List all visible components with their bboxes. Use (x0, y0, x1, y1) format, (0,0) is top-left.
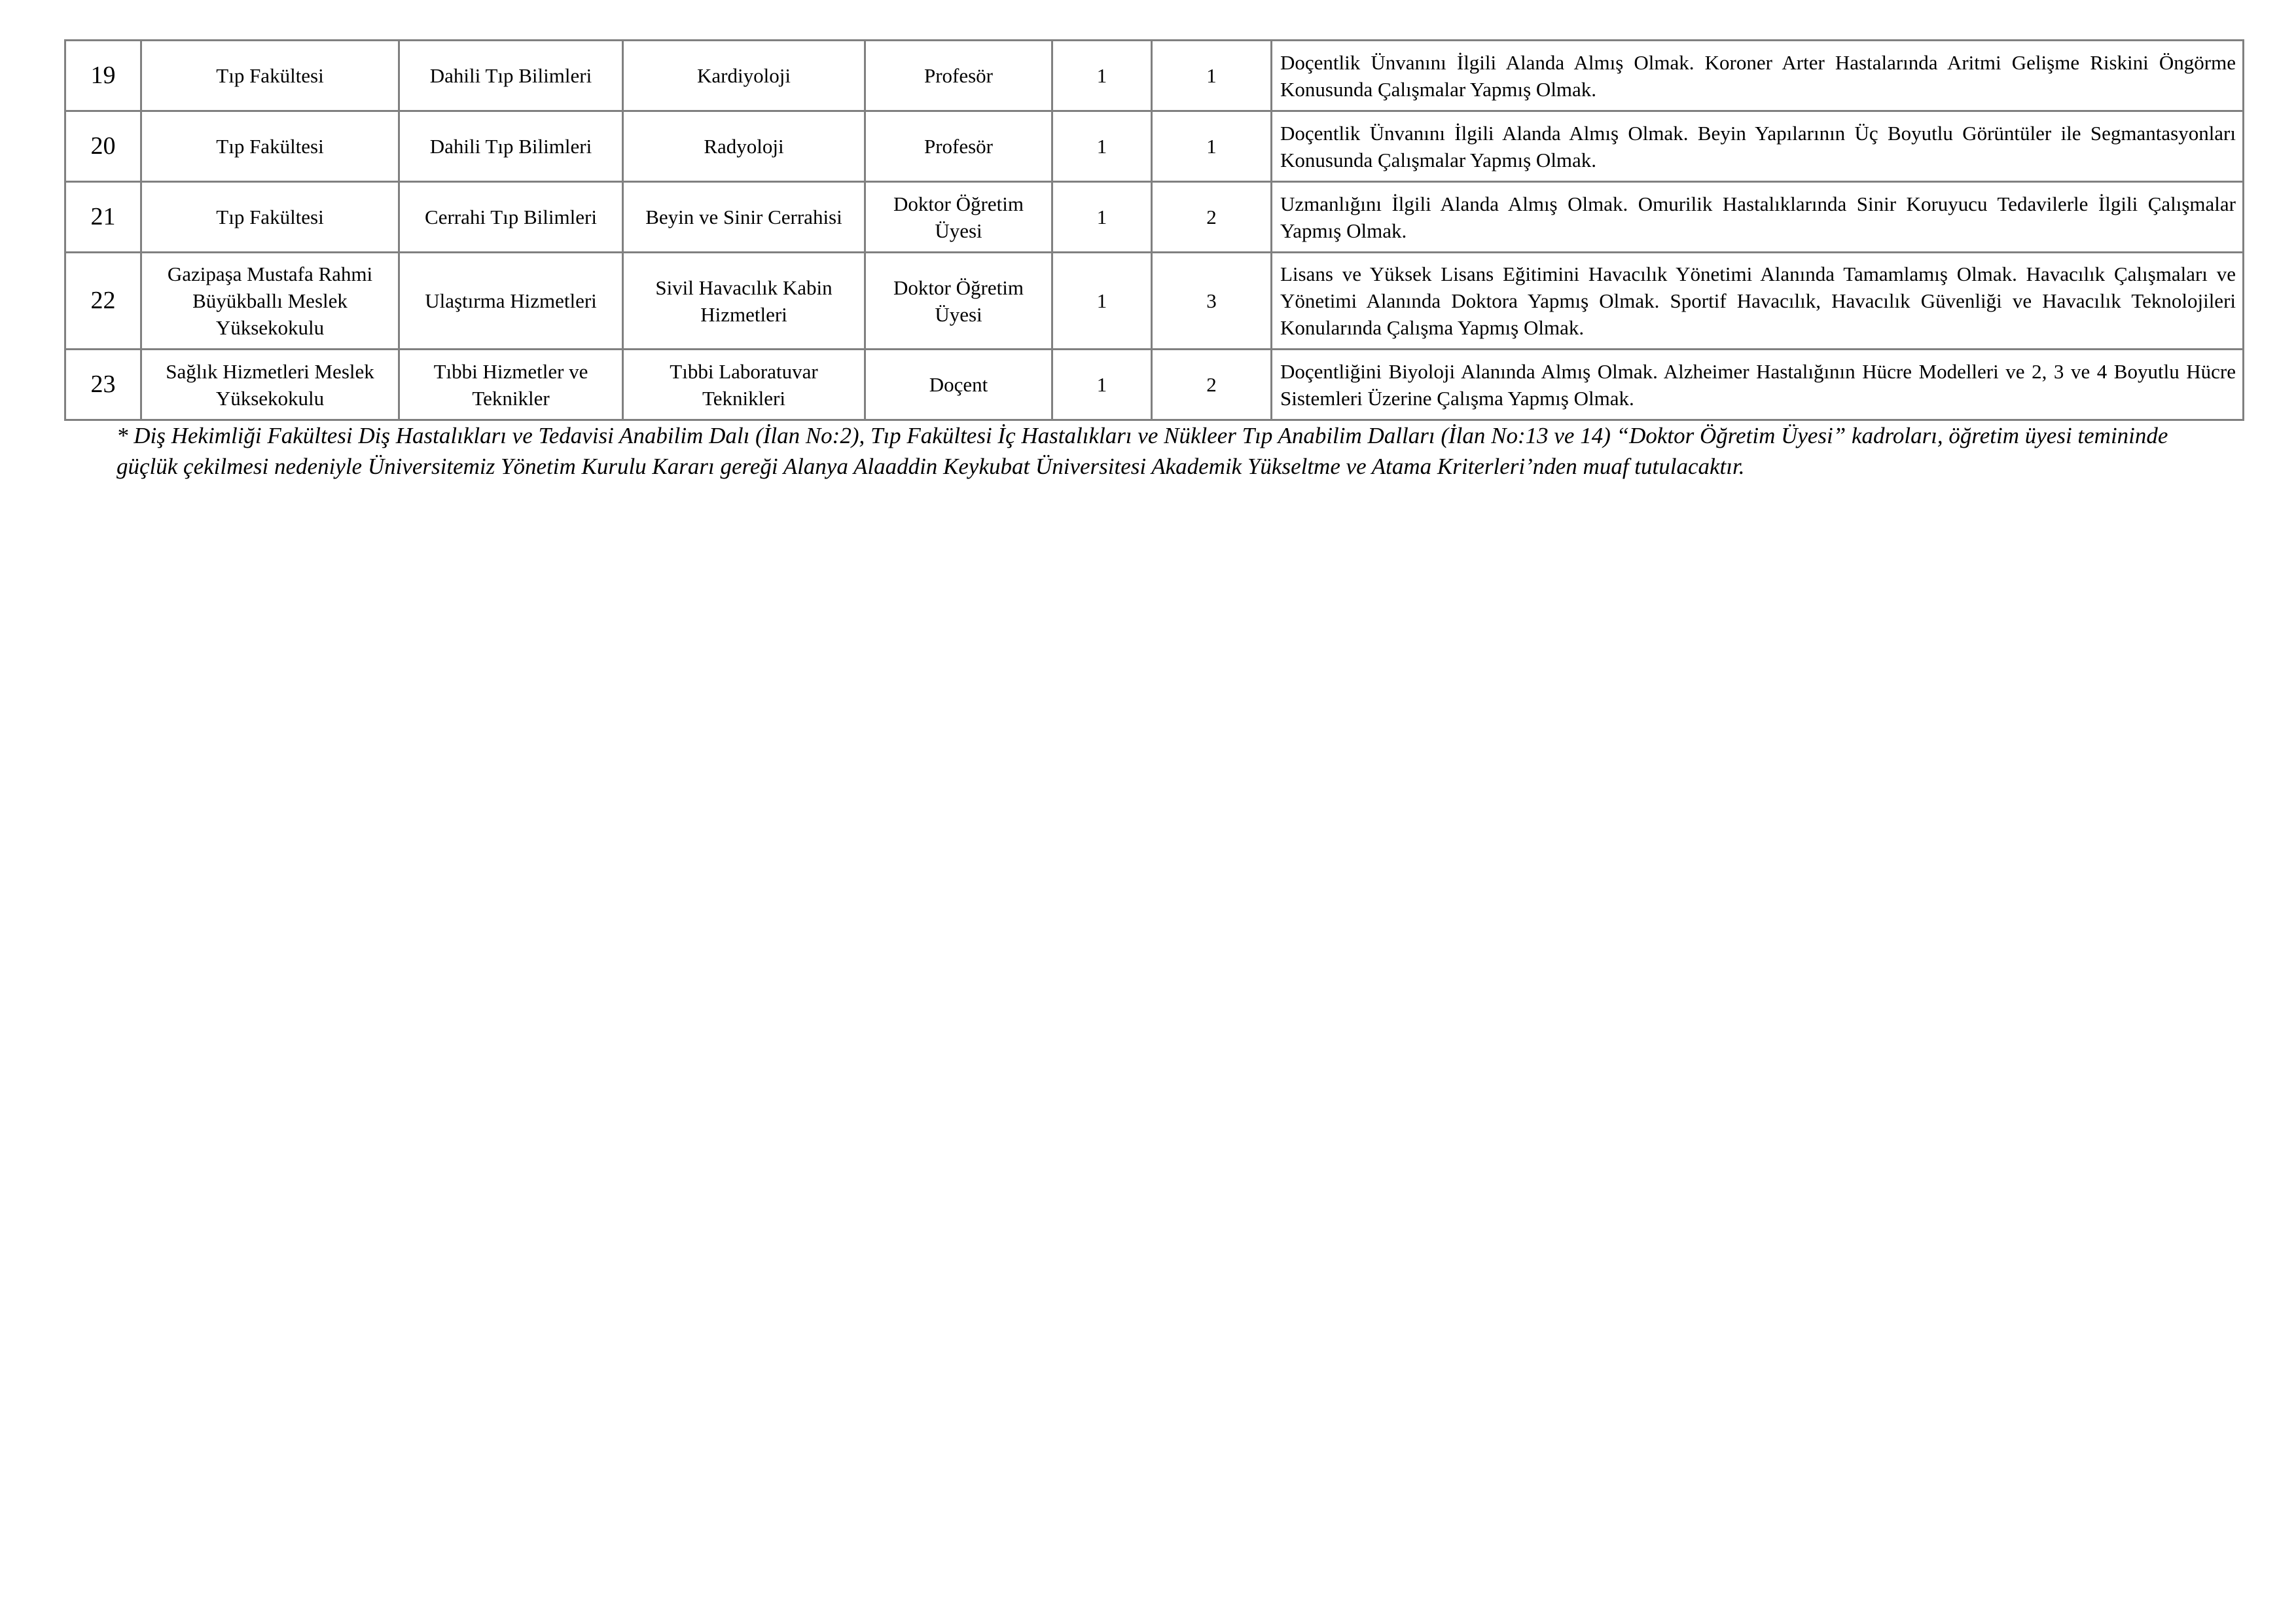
number-cell: 2 (1152, 350, 1272, 420)
count-cell: 1 (1052, 350, 1152, 420)
title-cell: Doktor Öğretim Üyesi (865, 182, 1052, 253)
title-cell: Doçent (865, 350, 1052, 420)
count-cell: 1 (1052, 253, 1152, 350)
unit-cell: Gazipaşa Mustafa Rahmi Büyükballı Meslek Yüksekokulu (141, 253, 399, 350)
department-cell: Cerrahi Tıp Bilimleri (399, 182, 623, 253)
program-cell: Radyoloji (623, 111, 865, 182)
unit-cell: Tıp Fakültesi (141, 111, 399, 182)
positions-table (64, 39, 2244, 421)
title-cell: Doktor Öğretim Üyesi (865, 253, 1052, 350)
count-cell: 1 (1052, 41, 1152, 111)
program-cell: Kardiyoloji (623, 41, 865, 111)
department-cell: Dahili Tıp Bilimleri (399, 41, 623, 111)
program-cell: Beyin ve Sinir Cerrahisi (623, 182, 865, 253)
requirements-cell: Doçentlik Ünvanını İlgili Alanda Almış Olmak. Beyin Yapılarının Üç Boyutlu Görüntüler ile Segmantasyonları Konusunda Çalışmalar Yapmış Olmak. (1272, 111, 2244, 182)
number-cell: 3 (1152, 253, 1272, 350)
table-row (65, 350, 2244, 420)
count-cell: 1 (1052, 182, 1152, 253)
table-row (65, 111, 2244, 182)
program-cell: Sivil Havacılık Kabin Hizmetleri (623, 253, 865, 350)
row-number-cell: 20 (65, 111, 141, 182)
title-cell: Profesör (865, 41, 1052, 111)
number-cell: 1 (1152, 41, 1272, 111)
number-cell: 2 (1152, 182, 1272, 253)
table-row (65, 253, 2244, 350)
requirements-cell: Lisans ve Yüksek Lisans Eğitimini Havacılık Yönetimi Alanında Tamamlamış Olmak. Havacılık Çalışmaları ve Yönetimi Alanında Doktora Yapmış Olmak. Sportif Havacılık, Havacılık Güvenliği ve Havacılık Teknolojileri Konularında Çalışma Yapmış Olmak. (1272, 253, 2244, 350)
department-cell: Dahili Tıp Bilimleri (399, 111, 623, 182)
row-number-cell: 21 (65, 182, 141, 253)
number-cell: 1 (1152, 111, 1272, 182)
department-cell: Tıbbi Hizmetler ve Teknikler (399, 350, 623, 420)
requirements-cell: Doçentlik Ünvanını İlgili Alanda Almış Olmak. Koroner Arter Hastalarında Aritmi Gelişme Riskini Öngörme Konusunda Çalışmalar Yapmış Olmak. (1272, 41, 2244, 111)
department-cell: Ulaştırma Hizmetleri (399, 253, 623, 350)
table-row (65, 41, 2244, 111)
row-number-cell: 22 (65, 253, 141, 350)
program-cell: Tıbbi Laboratuvar Teknikleri (623, 350, 865, 420)
requirements-cell: Doçentliğini Biyoloji Alanında Almış Olmak. Alzheimer Hastalığının Hücre Modelleri ve 2, 3 ve 4 Boyutlu Hücre Sistemleri Üzerine Çalışma Yapmış Olmak. (1272, 350, 2244, 420)
unit-cell: Sağlık Hizmetleri Meslek Yüksekokulu (141, 350, 399, 420)
footnote: * Diş Hekimliği Fakültesi Diş Hastalıkları ve Tedavisi Anabilim Dalı (İlan No:2), Tıp Fakültesi İç Hastalıkları ve Nükleer Tıp Anabilim Dalları (İlan No:13 ve 14) “Doktor Öğretim Üyesi” kadroları, öğretim üyesi temininde güçlük çekilmesi nedeniyle Üniversitemiz Yönetim Kurulu Kararı gereği Alanya Alaaddin Keykubat Üniversitesi Akademik Yükseltme ve Atama Kriterleri’nden muaf tutulacaktır. (117, 423, 2168, 479)
count-cell: 1 (1052, 111, 1152, 182)
unit-cell: Tıp Fakültesi (141, 41, 399, 111)
title-cell: Profesör (865, 111, 1052, 182)
row-number-cell: 23 (65, 350, 141, 420)
requirements-cell: Uzmanlığını İlgili Alanda Almış Olmak. Omurilik Hastalıklarında Sinir Koruyucu Tedavilerle İlgili Çalışmalar Yapmış Olmak. (1272, 182, 2244, 253)
unit-cell: Tıp Fakültesi (141, 182, 399, 253)
table-row (65, 182, 2244, 253)
row-number-cell: 19 (65, 41, 141, 111)
